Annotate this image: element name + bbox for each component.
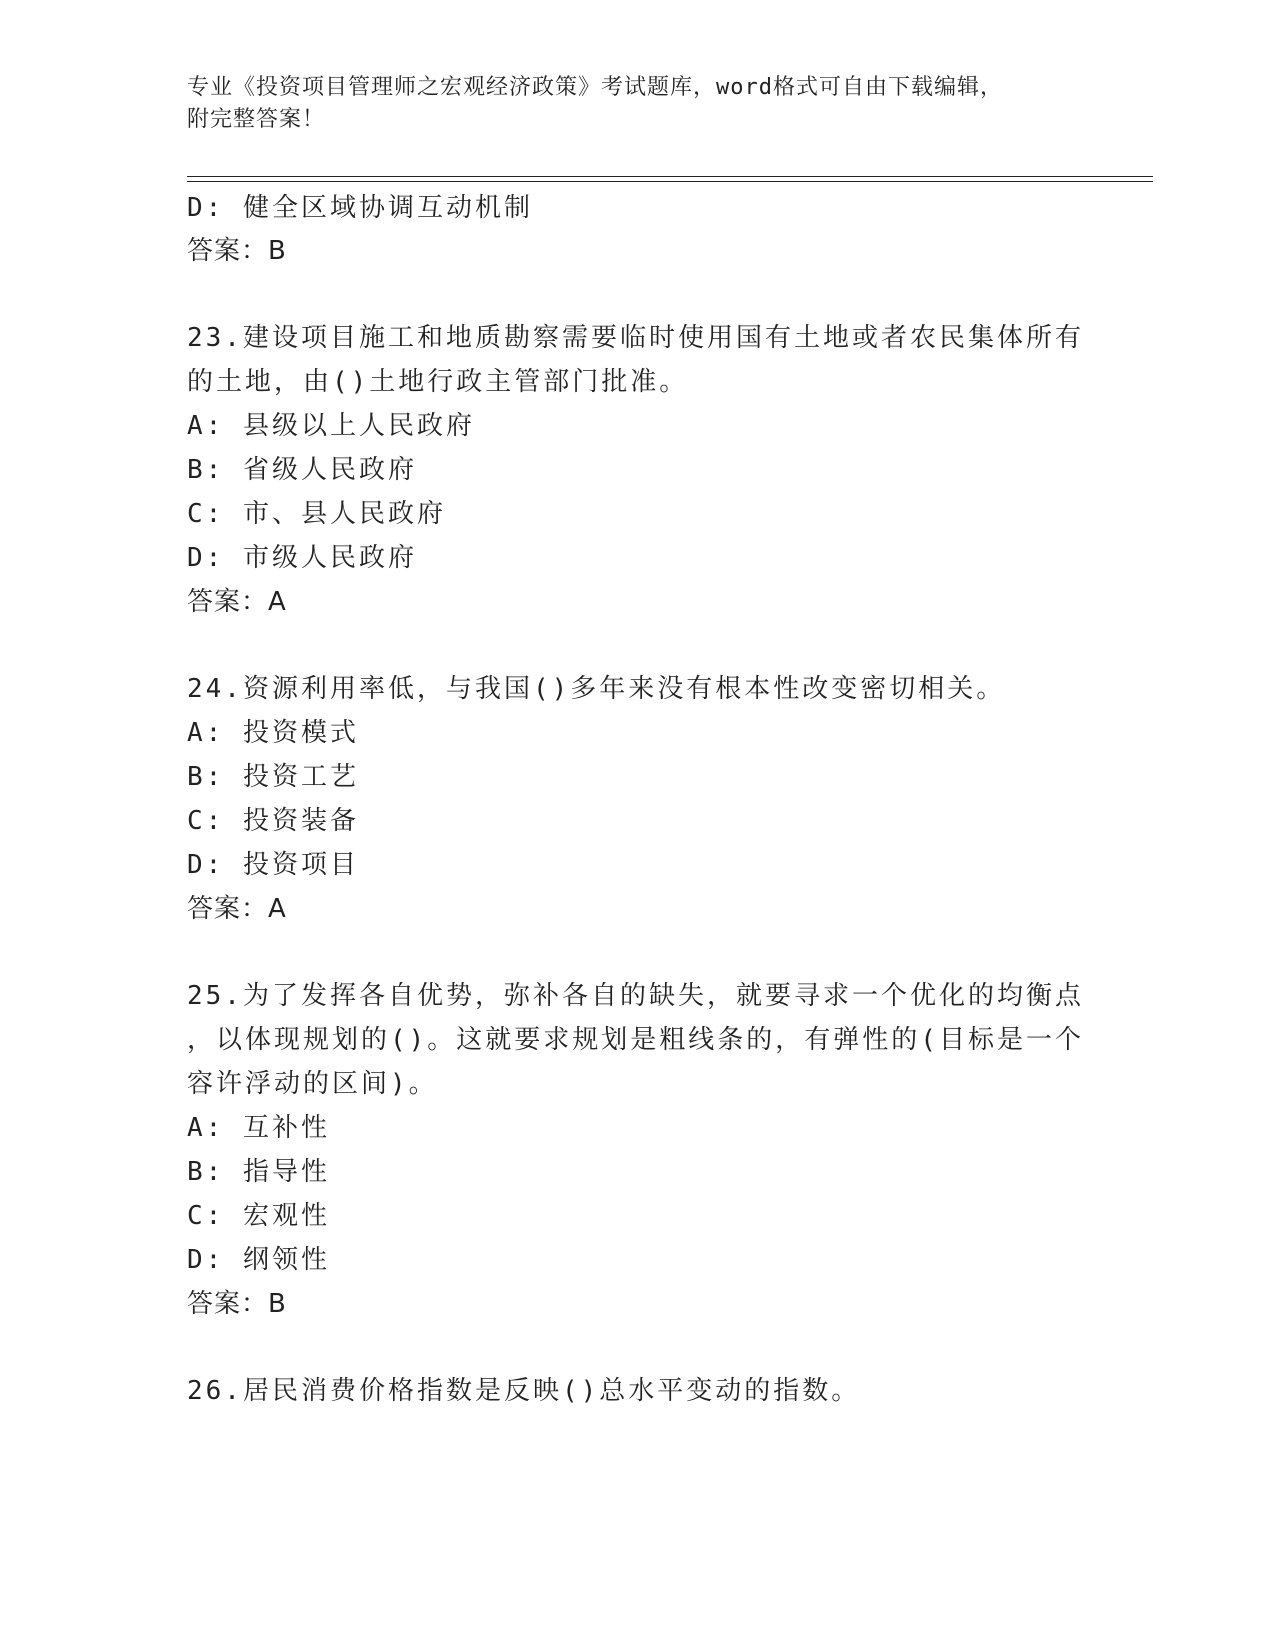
header-line-1: 专业《投资项目管理师之宏观经济政策》考试题库，word格式可自由下载编辑， <box>187 75 1003 100</box>
prev-answer: 答案：B <box>187 236 287 266</box>
q24-option-a: A: 投资模式 <box>187 718 359 748</box>
header-divider-top <box>187 176 1153 177</box>
document-header <box>187 72 1067 136</box>
q24-option-c: C: 投资装备 <box>187 806 359 836</box>
q25-answer: 答案：B <box>187 1289 287 1319</box>
q25-option-b: B: 指导性 <box>187 1157 330 1187</box>
q25-option-d: D: 纲领性 <box>187 1245 330 1275</box>
q25-stem-line-2: ，以体现规划的()。这就要求规划是粗线条的，有弹性的(目标是一个 <box>187 1025 1084 1055</box>
q26-stem-line-1: 26.居民消费价格指数是反映()总水平变动的指数。 <box>187 1376 861 1406</box>
q23-option-c: C: 市、县人民政府 <box>187 499 446 529</box>
q25-stem-line-1: 25.为了发挥各自优势，弥补各自的缺失，就要寻求一个优化的均衡点 <box>187 981 1084 1011</box>
q25-option-c: C: 宏观性 <box>187 1201 330 1231</box>
q24-option-b: B: 投资工艺 <box>187 762 359 792</box>
q23-option-b: B: 省级人民政府 <box>187 455 417 485</box>
q23-stem-line-1: 23.建设项目施工和地质勘察需要临时使用国有土地或者农民集体所有 <box>187 323 1084 353</box>
header-line-2: 附完整答案！ <box>187 107 326 132</box>
q24-option-d: D: 投资项目 <box>187 850 359 880</box>
q23-answer: 答案：A <box>187 587 287 617</box>
q25-stem-line-3: 容许浮动的区间)。 <box>187 1069 438 1099</box>
q24-stem-line-1: 24.资源利用率低，与我国()多年来没有根本性改变密切相关。 <box>187 674 1006 704</box>
q23-option-a: A: 县级以上人民政府 <box>187 411 475 441</box>
q23-option-d: D: 市级人民政府 <box>187 543 417 573</box>
q23-stem-line-2: 的土地，由()土地行政主管部门批准。 <box>187 367 689 397</box>
prev-option-d: D: 健全区域协调互动机制 <box>187 193 533 223</box>
q25-option-a: A: 互补性 <box>187 1113 330 1143</box>
q24-answer: 答案：A <box>187 894 287 924</box>
header-divider-bottom <box>187 181 1153 182</box>
